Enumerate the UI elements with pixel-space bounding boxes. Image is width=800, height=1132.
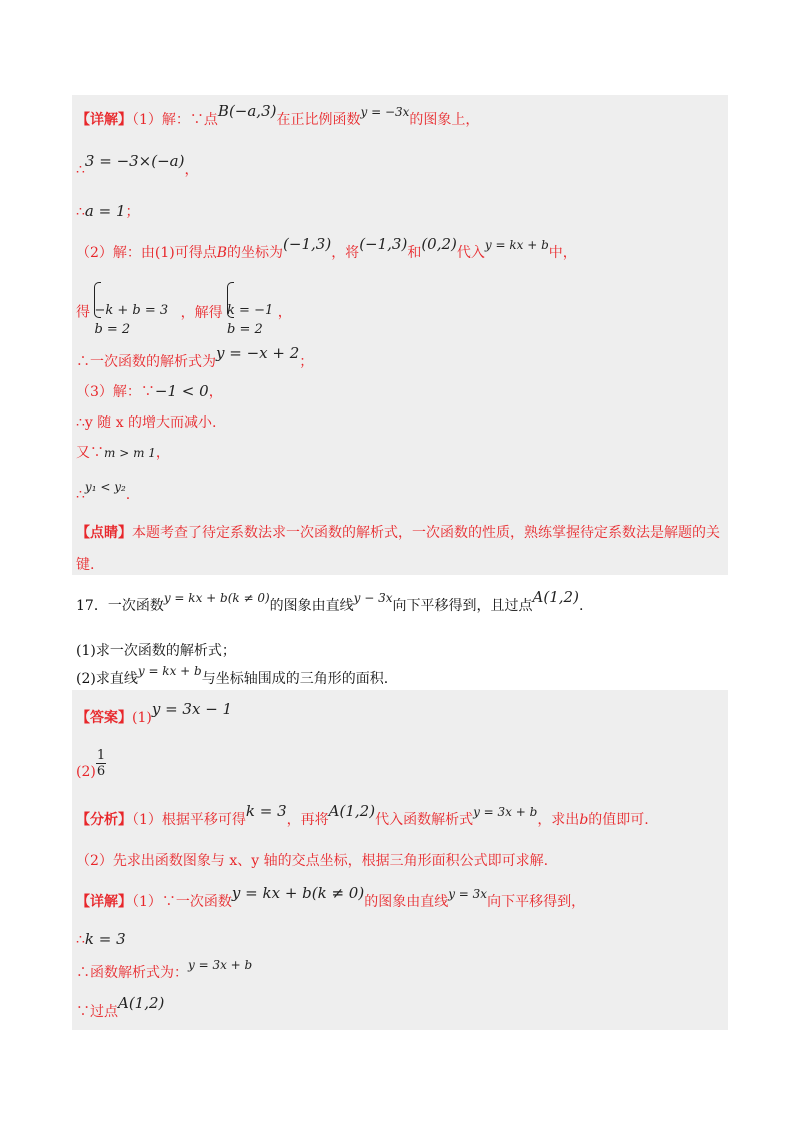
detail-line-7: （3）解：∵−1 < 0， bbox=[76, 382, 223, 400]
fraction: $\frac{1}{6}$ bbox=[96, 748, 106, 779]
comment-line-2: 键. bbox=[76, 557, 95, 573]
analysis-line-1: 【分析】（1）根据平移可得k = 3，再将A(1,2)代入函数解析式y = 3x + b，求出b的值即可. bbox=[76, 802, 649, 828]
question-2: (2)求直线y = kx + b与坐标轴围成的三角形的面积. bbox=[76, 664, 389, 687]
detail-line-1: 【详解】（1）解：∵点B(−a,3)在正比例函数y = −3x的图象上， bbox=[76, 102, 480, 128]
analysis-tag: 【分析】 bbox=[76, 812, 132, 828]
equation: 3 = −3×(−a) bbox=[84, 152, 185, 170]
question-1: (1)求一次函数的解析式； bbox=[76, 643, 236, 659]
detail-line-3: ∴a = 1； bbox=[76, 202, 140, 220]
equation-system: −k + b = 3 b = 2 bbox=[94, 282, 168, 339]
detail-line-8: ∴y 随 x 的增大而减小. bbox=[76, 415, 217, 431]
answer-tag: 【答案】 bbox=[76, 710, 132, 726]
detail2-line-3: ∴函数解析式为：y = 3x + b bbox=[76, 958, 253, 981]
problem-17-line: 17．一次函数y = kx + b(k ≠ 0)的图象由直线y − 3x向下平移得到，且过点A(1,2). bbox=[76, 588, 584, 614]
analysis-line-2: （2）先求出函数图象与 x、y 轴的交点坐标，根据三角形面积公式即可求解. bbox=[76, 853, 549, 869]
detail-tag-2: 【详解】 bbox=[76, 894, 132, 910]
detail-line-10: ∴y₁ < y₂. bbox=[76, 480, 131, 503]
detail-line-5: 得 −k + b = 3 b = 2 ，解得 k = −1 b = 2 ， bbox=[76, 284, 292, 341]
equation-system-solution: k = −1 b = 2 bbox=[227, 282, 273, 339]
detail2-line-1: 【详解】（1）∵一次函数y = kx + b(k ≠ 0)的图象由直线y = 3x向下平移得到， bbox=[76, 884, 586, 910]
equation: a = 1 bbox=[84, 202, 126, 220]
answer-line-2: (2) $\frac{1}{6}$ bbox=[76, 748, 106, 780]
comment-tag: 【点睛】 bbox=[76, 525, 132, 541]
detail-line-9: 又∵m > m 1， bbox=[76, 445, 170, 461]
comment-line-1: 【点睛】本题考查了待定系数法求一次函数的解析式，一次函数的性质，熟练掌握待定系数法是解题的关 bbox=[76, 525, 720, 541]
answer-line-1: 【答案】(1)y = 3x − 1 bbox=[76, 700, 233, 726]
detail2-line-4: ∵过点A(1,2) bbox=[76, 994, 165, 1020]
detail-tag: 【详解】 bbox=[76, 112, 132, 128]
point-b: B(−a,3) bbox=[217, 102, 277, 120]
detail-line-2: ∴3 = −3×(−a)， bbox=[76, 152, 199, 178]
detail-line-6: ∴一次函数的解析式为y = −x + 2； bbox=[76, 344, 314, 370]
proportional-function: y = −3x bbox=[360, 105, 410, 119]
detail-line-4: （2）解：由(1)可得点B的坐标为(−1,3)，将(−1,3)和(0,2)代入y = kx + b中， bbox=[76, 235, 577, 261]
detail2-line-2: ∴k = 3 bbox=[76, 930, 126, 948]
